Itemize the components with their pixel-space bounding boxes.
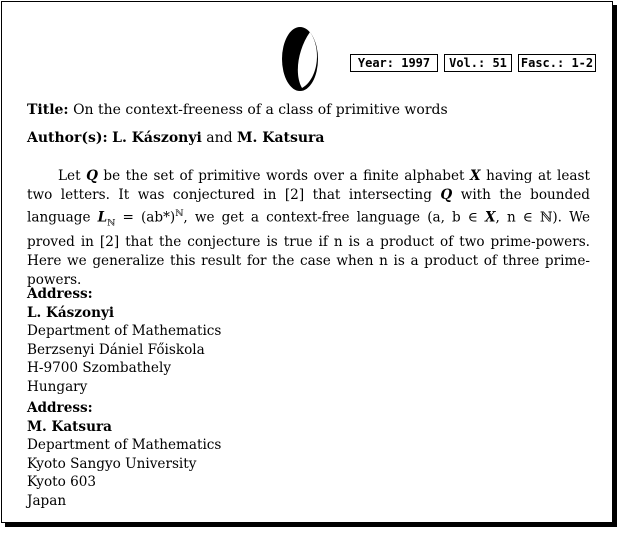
paper-title: On the context-freeness of a class of primitive words (73, 102, 448, 118)
address-line: L. Kászonyi (27, 304, 115, 321)
journal-logo-icon (280, 24, 320, 94)
fascicle-box: Fasc.: 1-2 (518, 54, 596, 72)
author-2: M. Katsura (237, 130, 325, 146)
address-label: Address: (27, 400, 93, 416)
title-label: Title: (27, 102, 69, 118)
title-line (27, 102, 448, 118)
address-line: Japan (27, 492, 67, 509)
address-line: Berzsenyi Dániel Főiskola (27, 341, 205, 358)
author-1: L. Kászonyi (112, 130, 202, 146)
address-line: Department of Mathematics (27, 323, 222, 339)
authors-line (27, 130, 325, 146)
year-box: Year: 1997 (350, 54, 438, 72)
authors-and: and (206, 130, 233, 146)
address-line: Kyoto Sangyo University (27, 455, 197, 472)
address-block-2 (27, 399, 221, 510)
address-line: Hungary (27, 378, 88, 395)
address-line: Kyoto 603 (27, 474, 97, 490)
authors-label: Author(s): (27, 130, 108, 146)
address-line: H-9700 Szombathely (27, 360, 172, 376)
volume-box: Vol.: 51 (444, 54, 512, 72)
address-line: M. Katsura (27, 418, 112, 435)
abstract: Let Q be the set of primitive words over a finite alphabet X having at least two letters. It was conjectured in [2] that intersecting Q with the bounded language $L_ℕ = (ab*)^ℕ$, we get a context-free language (a, b ∈ X, n ∈ ℕ). We proved in [2] that the conjecture is true if n is a product of two prime-powers. Here we generalize this result for the case when n is a product of three prime-powers. (27, 168, 590, 289)
address-label: Address: (27, 286, 93, 302)
address-block-1 (27, 285, 221, 396)
address-line: Department of Mathematics (27, 437, 222, 453)
paper-page (1, 1, 613, 523)
